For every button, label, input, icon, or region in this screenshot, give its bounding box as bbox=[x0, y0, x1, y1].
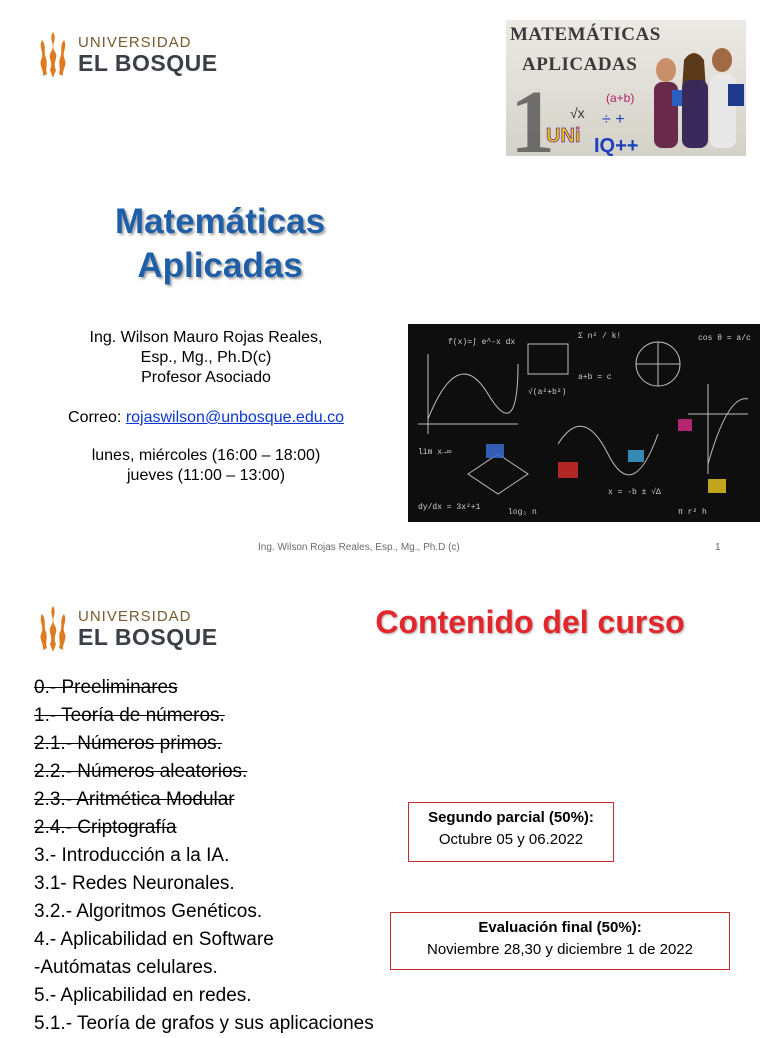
svg-text:÷ +: ÷ + bbox=[602, 111, 625, 128]
email-label: Correo: bbox=[68, 409, 126, 426]
banner-text-1: MATEMÁTICAS bbox=[510, 24, 661, 45]
logo-line2: EL BOSQUE bbox=[78, 50, 218, 76]
university-logo bbox=[34, 30, 218, 80]
schedule-line-2: jueves (11:00 – 13:00) bbox=[126, 467, 286, 484]
topic-item: 5.- Aplicabilidad en redes. bbox=[34, 985, 252, 1006]
exam-box-1-date: Octubre 05 y 06.2022 bbox=[438, 831, 584, 848]
svg-text:(a+b): (a+b) bbox=[606, 91, 635, 105]
svg-text:Σ n² / k!: Σ n² / k! bbox=[578, 332, 622, 341]
professor-degrees: Esp., Mg., Ph.D(c) bbox=[140, 349, 272, 366]
email-line bbox=[30, 408, 382, 428]
flame-logo-icon bbox=[34, 30, 72, 80]
exam-box-2-title: Evaluación final (50%): bbox=[478, 919, 642, 936]
logo-line1: UNIVERSIDAD bbox=[78, 34, 192, 51]
exam-box-1 bbox=[408, 802, 614, 862]
title-line-1: Matemáticas bbox=[114, 202, 326, 241]
svg-text:log₂ n: log₂ n bbox=[508, 508, 537, 517]
topic-item: 3.2.- Algoritmos Genéticos. bbox=[34, 901, 263, 922]
topic-item: 0.- Preeliminares bbox=[34, 677, 178, 698]
topic-item: 5.1.- Teoría de grafos y sus aplicaciones bbox=[34, 1013, 374, 1034]
slide-2-title: Contenido del curso bbox=[375, 604, 685, 640]
footer-author: Ing. Wilson Rojas Reales, Esp., Mg., Ph.D (c) bbox=[258, 542, 460, 553]
exam-box-1-title: Segundo parcial (50%): bbox=[428, 809, 594, 826]
schedule-line-1: lunes, miércoles (16:00 – 18:00) bbox=[91, 447, 321, 464]
professor-position: Profesor Asociado bbox=[141, 369, 271, 386]
topic-item: 2.4.- Criptografía bbox=[34, 817, 177, 838]
svg-text:dy/dx = 3x²+1: dy/dx = 3x²+1 bbox=[418, 503, 481, 512]
svg-text:f(x)=∫ e^-x dx: f(x)=∫ e^-x dx bbox=[448, 338, 516, 347]
svg-text:√(a²+b²): √(a²+b²) bbox=[528, 388, 567, 397]
topic-item: 2.3.- Aritmética Modular bbox=[34, 789, 235, 810]
svg-text:π r² h: π r² h bbox=[678, 508, 707, 517]
exam-box-2-date: Noviembre 28,30 y diciembre 1 de 2022 bbox=[427, 941, 693, 958]
svg-text:UNi: UNi bbox=[546, 125, 581, 147]
banner-text-2: APLICADAS bbox=[522, 54, 638, 75]
email-link[interactable]: rojaswilson@unbosque.edu.co bbox=[125, 409, 344, 426]
page-number: 1 bbox=[715, 542, 721, 553]
logo-line2: EL BOSQUE bbox=[78, 624, 218, 650]
topic-item: 4.- Aplicabilidad en Software bbox=[34, 929, 274, 950]
topic-item: 3.1- Redes Neuronales. bbox=[34, 873, 235, 894]
svg-text:a+b = c: a+b = c bbox=[578, 373, 612, 382]
topic-item: 2.1.- Números primos. bbox=[34, 733, 222, 754]
svg-text:cos θ = a/c: cos θ = a/c bbox=[698, 334, 751, 343]
university-logo-2 bbox=[34, 604, 218, 654]
chalkboard-formulas-icon bbox=[408, 324, 760, 522]
topic-item: 2.2.- Números aleatorios. bbox=[34, 761, 248, 782]
title-line-2: Aplicadas bbox=[137, 245, 303, 285]
topic-item: 1.- Teoría de números. bbox=[34, 705, 225, 726]
banner-illustration-icon bbox=[506, 20, 746, 156]
topic-item: 3.- Introducción a la IA. bbox=[34, 845, 230, 866]
svg-text:lim x→∞: lim x→∞ bbox=[418, 448, 452, 457]
slide-1-title bbox=[40, 200, 400, 288]
professor-name: Ing. Wilson Mauro Rojas Reales, bbox=[89, 329, 323, 346]
svg-text:IQ++: IQ++ bbox=[594, 135, 639, 156]
math-chalkboard-image bbox=[408, 324, 760, 522]
svg-text:1: 1 bbox=[510, 73, 555, 156]
professor-info bbox=[30, 328, 382, 486]
svg-text:√x: √x bbox=[570, 105, 585, 121]
slide-2 bbox=[0, 576, 768, 1034]
exam-box-2 bbox=[390, 912, 730, 970]
course-topics-list bbox=[34, 674, 374, 1038]
svg-text:x = -b ± √Δ: x = -b ± √Δ bbox=[608, 488, 661, 497]
logo-line1: UNIVERSIDAD bbox=[78, 608, 192, 625]
course-banner-image bbox=[506, 20, 746, 156]
topic-item: -Autómatas celulares. bbox=[34, 957, 218, 978]
flame-logo-icon bbox=[34, 604, 72, 654]
